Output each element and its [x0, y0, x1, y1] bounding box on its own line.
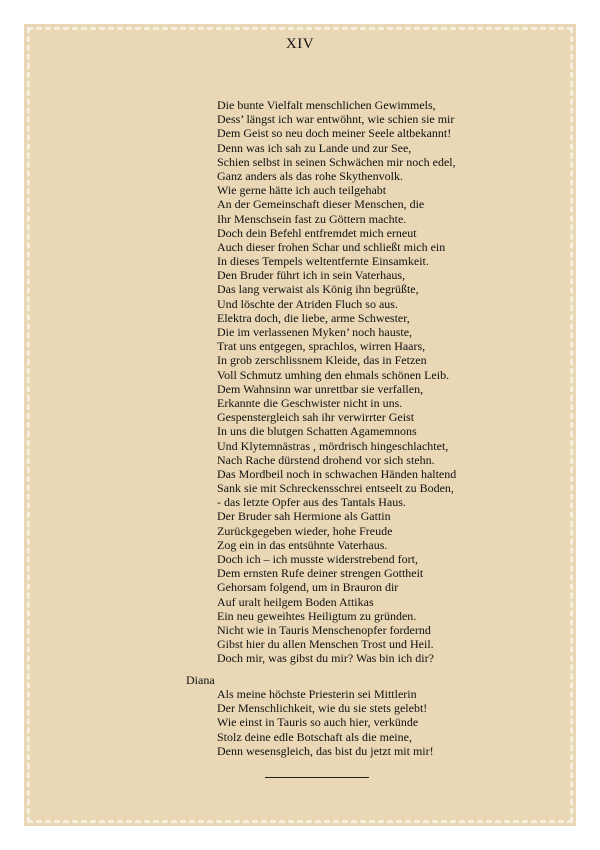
verse-line: In grob zerschlissnem Kleide, das in Fetzen — [217, 353, 427, 368]
section-heading: XIV — [285, 36, 315, 52]
verse-line: - das letzte Opfer aus des Tantals Haus. — [217, 495, 406, 510]
verse-line: Ganz anders als das rohe Skythenvolk. — [217, 168, 403, 183]
verse-line: Das lang verwaist als König ihn begrüßte, — [217, 282, 419, 297]
verse-line: Schien selbst in seinen Schwächen mir noch edel, — [217, 154, 456, 169]
verse-line: Ihr Menschsein fast zu Göttern machte. — [217, 211, 407, 226]
verse-line: Nach Rache dürstend drohend vor sich stehn. — [217, 452, 435, 467]
verse-line: In uns die blutgen Schatten Agamemnons — [217, 424, 417, 439]
verse-line: Auf uralt heilgem Boden Attikas — [217, 594, 374, 609]
verse-line: Dess’ längst ich war entwöhnt, wie schien sie mir — [217, 112, 455, 127]
verse-line: Gibst hier du allen Menschen Trost und Heil. — [217, 637, 434, 652]
verse-line: Der Bruder sah Hermione als Gattin — [217, 509, 391, 524]
verse-line: An der Gemeinschaft dieser Menschen, die — [217, 197, 425, 212]
verse-line: Sank sie mit Schreckensschrei entseelt zu Boden, — [217, 481, 454, 496]
verse-line: In dieses Tempels weltentfernte Einsamkeit. — [217, 254, 429, 269]
verse-line: Das Mordbeil noch in schwachen Händen haltend — [217, 466, 457, 481]
verse-line: Doch ich – ich musste widerstrebend fort, — [217, 552, 418, 566]
verse-line: Auch dieser frohen Schar und schließt mich ein — [217, 239, 446, 254]
verse-line: Und löschte der Atriden Fluch so aus. — [217, 296, 398, 311]
verse-line: Die bunte Vielfalt menschlichen Gewimmels, — [217, 98, 436, 112]
verse-line: Die im verlassenen Myken’ noch hauste, — [217, 325, 413, 339]
verse-line: Wie gerne hätte ich auch teilgehabt — [217, 183, 387, 198]
verse-line: Der Menschlichkeit, wie du sie stets gelebt! — [217, 701, 428, 716]
verse-line: Als meine höchste Priesterin sei Mittlerin — [217, 687, 417, 701]
verse-line: Gespenstergleich sah ihr verwirrter Geist — [217, 410, 415, 425]
verse-block-1 — [217, 98, 547, 666]
verse-line: Denn wesensgleich, das bist du jetzt mit mir! — [217, 743, 434, 758]
verse-line: Nicht wie in Tauris Menschenopfer fordernd — [217, 622, 431, 637]
verse-line: Den Bruder führt ich in sein Vaterhaus, — [217, 268, 406, 283]
verse-line: Dem Wahnsinn war unrettbar sie verfallen, — [217, 381, 424, 396]
verse-line: Dem ernsten Rufe deiner strengen Gottheit — [217, 566, 424, 581]
verse-line: Elektra doch, die liebe, arme Schwester, — [217, 310, 410, 325]
verse-line: Denn was ich sah zu Lande und zur See, — [217, 140, 412, 155]
verse-line: Wie einst in Tauris so auch hier, verkünde — [217, 715, 419, 730]
verse-line: Voll Schmutz umhing den ehmals schönen Leib. — [217, 367, 450, 382]
verse-line: Und Klytemnästras , mördrisch hingeschlachtet, — [217, 438, 449, 453]
verse-line: Gehorsam folgend, um in Brauron dir — [217, 580, 399, 595]
verse-line: Doch mir, was gibst du mir? Was bin ich dir? — [217, 651, 434, 666]
verse-line: Stolz deine edle Botschaft als die meine, — [217, 729, 412, 744]
verse-line: Dem Geist so neu doch meiner Seele altbekannt! — [217, 126, 452, 141]
closing-rule — [265, 777, 369, 778]
verse-line: Ein neu geweihtes Heiligtum zu gründen. — [217, 608, 417, 623]
verse-line: Doch dein Befehl entfremdet mich erneut — [217, 225, 417, 240]
verse-line: Zurückgegeben wieder, hohe Freude — [217, 523, 393, 538]
verse-line: Erkannte die Geschwister nicht in uns. — [217, 395, 403, 410]
verse-block-2 — [217, 687, 547, 758]
speaker-name: Diana — [186, 673, 215, 687]
verse-line: Trat uns entgegen, sprachlos, wirren Haars, — [217, 339, 426, 354]
verse-line: Zog ein in das entsühnte Vaterhaus. — [217, 537, 388, 552]
